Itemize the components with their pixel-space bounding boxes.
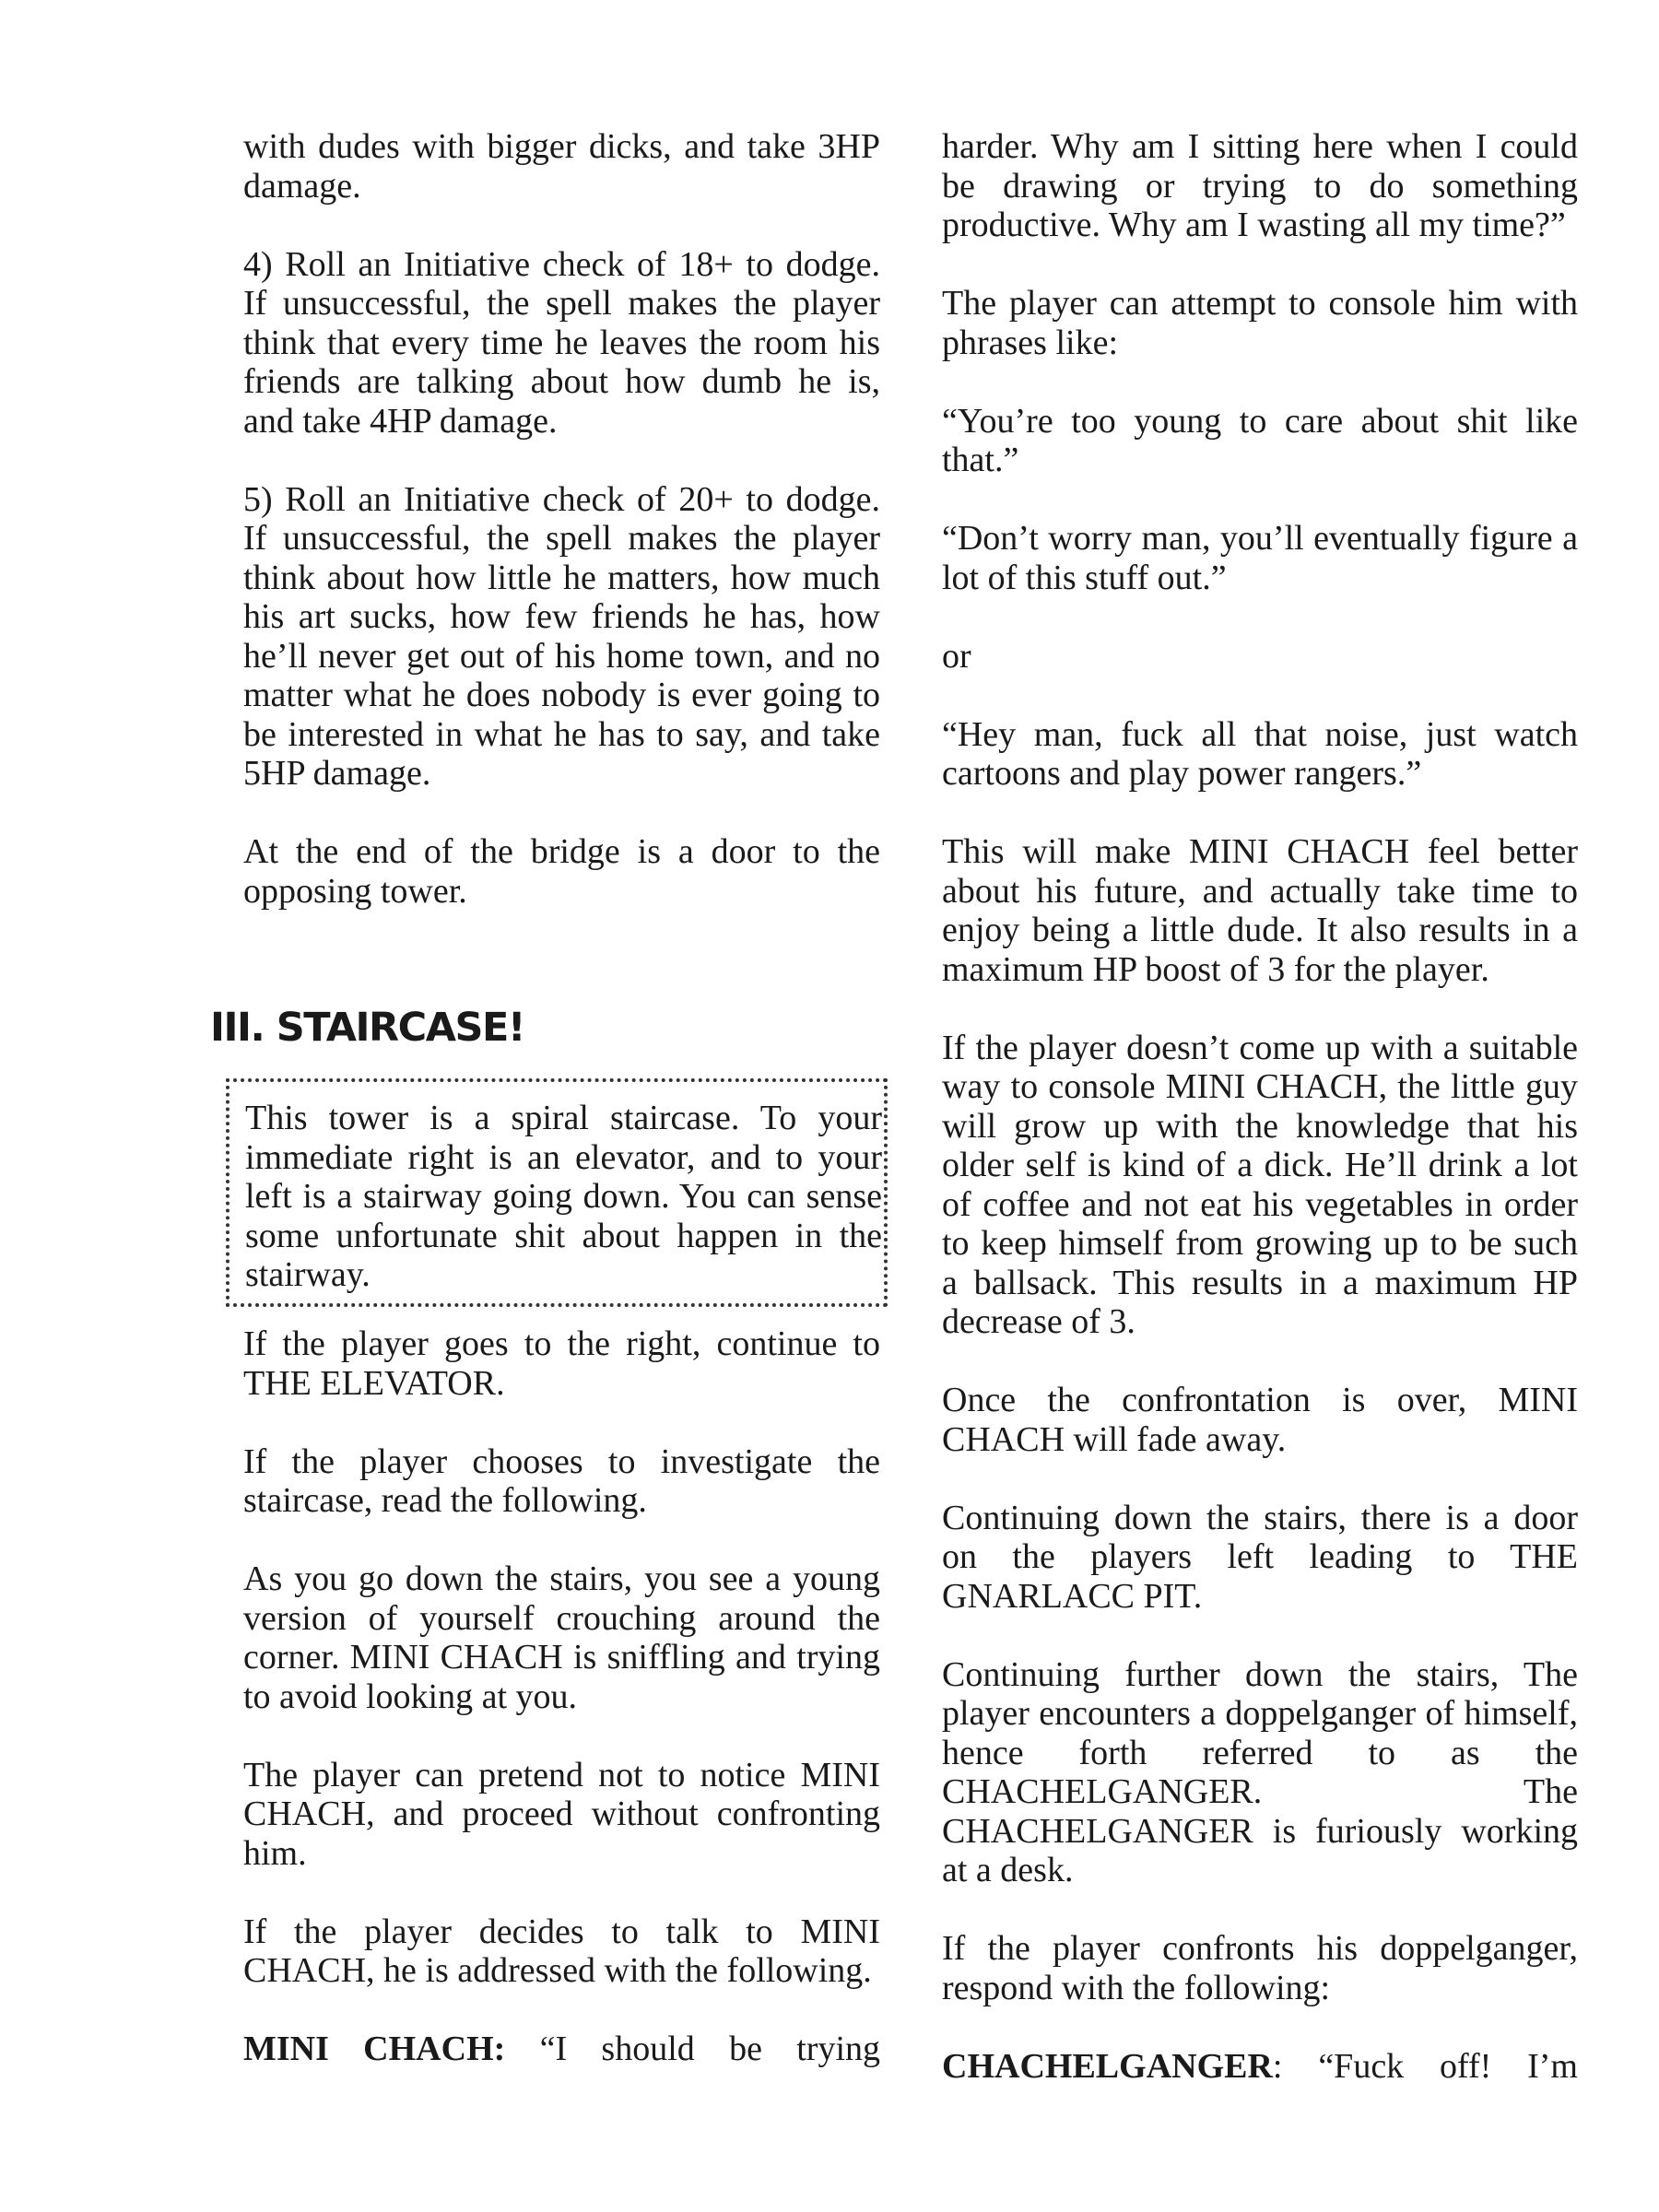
paragraph: or	[942, 636, 971, 676]
paragraph: At the end of the bridge is a door to the opposing tower.	[243, 832, 880, 911]
dialogue-line	[243, 2030, 880, 2069]
paragraph: If the player doesn’t come up with a suitable way to console MINI CHACH, the little guy will grow up with the knowledge that his older self is kind of a dick. He’ll drink a lot of coffee and not eat his vegetables in order to keep himself from growing up to be such a ballsack. This results in a maximum HP decrease of 3.	[942, 1028, 1578, 1341]
boxed-text: This tower is a spiral staircase. To your immediate right is an elevator, and to your left is a stairway going down. You can sense some unfortunate shit about happen in the stairway.	[245, 1099, 882, 1294]
paragraph: This will make MINI CHACH feel better about his future, and actually take time to enjoy being a little dude. It also results in a maximum HP boost of 3 for the player.	[942, 832, 1578, 989]
paragraph: Once the confrontation is over, MINI CHACH will fade away.	[942, 1381, 1578, 1459]
paragraph: 4) Roll an Initiative check of 18+ to dodge. If unsuccessful, the spell makes the player think that every time he leaves the room his friends are talking about how dumb he is, and take 4HP damage.	[243, 244, 880, 441]
speaker-name: CHACHELGANGER	[942, 2046, 1273, 2086]
paragraph: If the player confronts his doppelganger, respond with the following:	[942, 1929, 1578, 2007]
paragraph: As you go down the stairs, you see a young version of yourself crouching around the corner. MINI CHACH is sniffling and trying to avoid looking at you.	[243, 1559, 880, 1716]
right-column	[942, 127, 1578, 2086]
left-column-bottom	[243, 1324, 880, 2069]
paragraph: The player can pretend not to notice MINI CHACH, and proceed without confronting him.	[243, 1755, 880, 1873]
paragraph: If the player chooses to investigate the staircase, read the following.	[243, 1441, 880, 1520]
left-column-top	[243, 127, 880, 950]
paragraph: “Don’t worry man, you’ll eventually figure a lot of this stuff out.”	[942, 519, 1578, 597]
paragraph: “You’re too young to care about shit like that.”	[942, 401, 1578, 479]
section-heading: III. STAIRCASE!	[210, 1005, 524, 1051]
paragraph: Continuing further down the stairs, The player encounters a doppelganger of himself, hence forth referred to as the CHACHELGANGER. The CHACHELGANGER is furiously working at a desk.	[942, 1654, 1578, 1889]
paragraph: If the player decides to talk to MINI CHACH, he is addressed with the following.	[243, 1912, 880, 1990]
paragraph: The player can attempt to console him with phrases like:	[942, 284, 1578, 362]
dialogue-line	[942, 2047, 1578, 2087]
paragraph: Continuing down the stairs, there is a door on the players left leading to THE GNARLACC PIT.	[942, 1498, 1578, 1616]
paragraph: If the player goes to the right, continue to THE ELEVATOR.	[243, 1324, 880, 1403]
paragraph: harder. Why am I sitting here when I could be drawing or trying to do something productive. Why am I wasting all my time?”	[942, 127, 1578, 244]
paragraph: 5) Roll an Initiative check of 20+ to dodge. If unsuccessful, the spell makes the player think about how little he matters, how much his art sucks, how few friends he has, how he’ll never get out of his home town, and no matter what he does nobody is ever going to be interested in what he has to say, and take 5HP damage.	[243, 479, 880, 793]
paragraph: with dudes with bigger dicks, and take 3HP damage.	[243, 127, 880, 206]
dialogue-text: : “Fuck off! I’m	[1272, 2046, 1578, 2086]
read-aloud-box	[226, 1078, 888, 1307]
speaker-name: MINI CHACH:	[243, 2030, 506, 2068]
dialogue-text: “I should be trying	[539, 2030, 881, 2068]
paragraph: “Hey man, fuck all that noise, just watch cartoons and play power rangers.”	[942, 714, 1578, 793]
